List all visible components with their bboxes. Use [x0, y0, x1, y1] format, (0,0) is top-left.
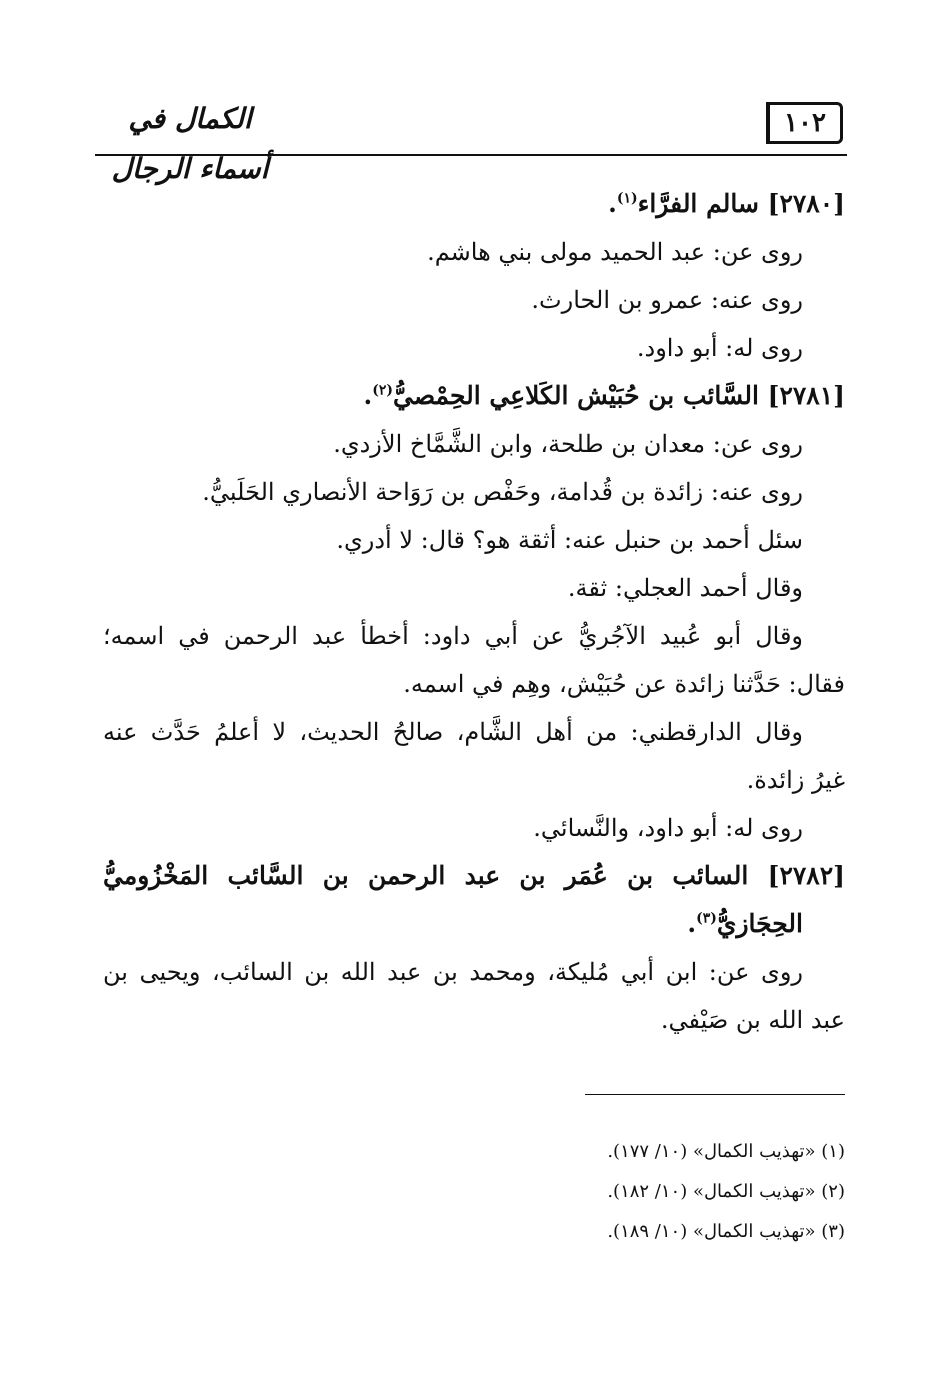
footnote-item: (٣) «تهذيب الكمال» (١٠/ ١٨٩).: [607, 1221, 845, 1242]
entry-line-continued: غيرُ زائدة.: [746, 766, 845, 794]
footnote-ref: (٢): [372, 382, 393, 399]
entry-line: وقال أبو عُبيد الآجُريُّ عن أبي داود: أخطأ عبد الرحمن في اسمه؛: [103, 622, 804, 650]
header-rule: [95, 154, 847, 156]
entry-line: روى له: أبو داود.: [636, 334, 803, 362]
page-number: ١٠٢: [784, 108, 826, 138]
footnote-item: (١) «تهذيب الكمال» (١٠/ ١٧٧).: [607, 1141, 845, 1162]
entry-line: وقال أحمد العجلي: ثقة.: [567, 574, 803, 602]
entry-line: وقال الدارقطني: من أهل الشَّام، صالحُ الحديث، لا أعلمُ حَدَّث عنه: [103, 718, 803, 746]
entry-heading-2780: [103, 180, 845, 228]
entry-line: روى عن: عبد الحميد مولى بني هاشم.: [427, 238, 803, 266]
entry-line-continued: فقال: حَدَّثنا زائدة عن حُبَيْش، وهِم في اسمه.: [403, 670, 845, 698]
book-title: الكمال في أسماء الرجال: [111, 102, 269, 185]
entry-line: روى عنه: زائدة بن قُدامة، وحَفْص بن رَوَاحة الأنصاري الحَلَبيُّ.: [202, 478, 803, 506]
entry-line-continued: عبد الله بن صَيْفي.: [660, 1006, 845, 1034]
footnote-ref: (١): [616, 190, 638, 207]
page-header: [95, 88, 847, 185]
entry-heading-text: [٢٧٨٠] سالم الفرَّاء: [637, 189, 845, 218]
entry-heading-2782: [٢٧٨٢] السائب بن عُمَر بن عبد الرحمن بن السَّائب المَخْزُوميُّ: [103, 861, 845, 890]
footnote-item: (٢) «تهذيب الكمال» (١٠/ ١٨٢).: [607, 1181, 845, 1202]
entry-line: سئل أحمد بن حنبل عنه: أثقة هو؟ قال: لا أدري.: [336, 526, 803, 554]
footnote-separator: [585, 1094, 845, 1095]
footnote-ref: (٣): [696, 910, 717, 927]
entry-heading-text: [٢٧٨١] السَّائب بن حُبَيْش الكَلاعِي الحِمْصيُّ: [392, 381, 845, 410]
footnotes: [400, 1132, 845, 1252]
entry-line: روى عن: ابن أبي مُليكة، ومحمد بن عبد الله بن السائب، ويحيى بن: [103, 958, 803, 986]
page-number-box: [766, 102, 843, 144]
entry-line: روى له: أبو داود، والنَّسائي.: [533, 814, 803, 842]
entry-heading-2781: [103, 372, 845, 420]
entry-line: روى عن: معدان بن طلحة، وابن الشَّمَّاخ الأزدي.: [333, 430, 803, 458]
heading-period: .: [608, 189, 617, 218]
entry-heading-text: الحِجَازيُّ: [716, 909, 803, 938]
heading-period: .: [363, 381, 373, 410]
heading-period: .: [687, 909, 697, 938]
entry-line: روى عنه: عمرو بن الحارث.: [531, 286, 803, 314]
main-text: [103, 180, 845, 1044]
entry-heading-2782-cont: [103, 900, 845, 948]
